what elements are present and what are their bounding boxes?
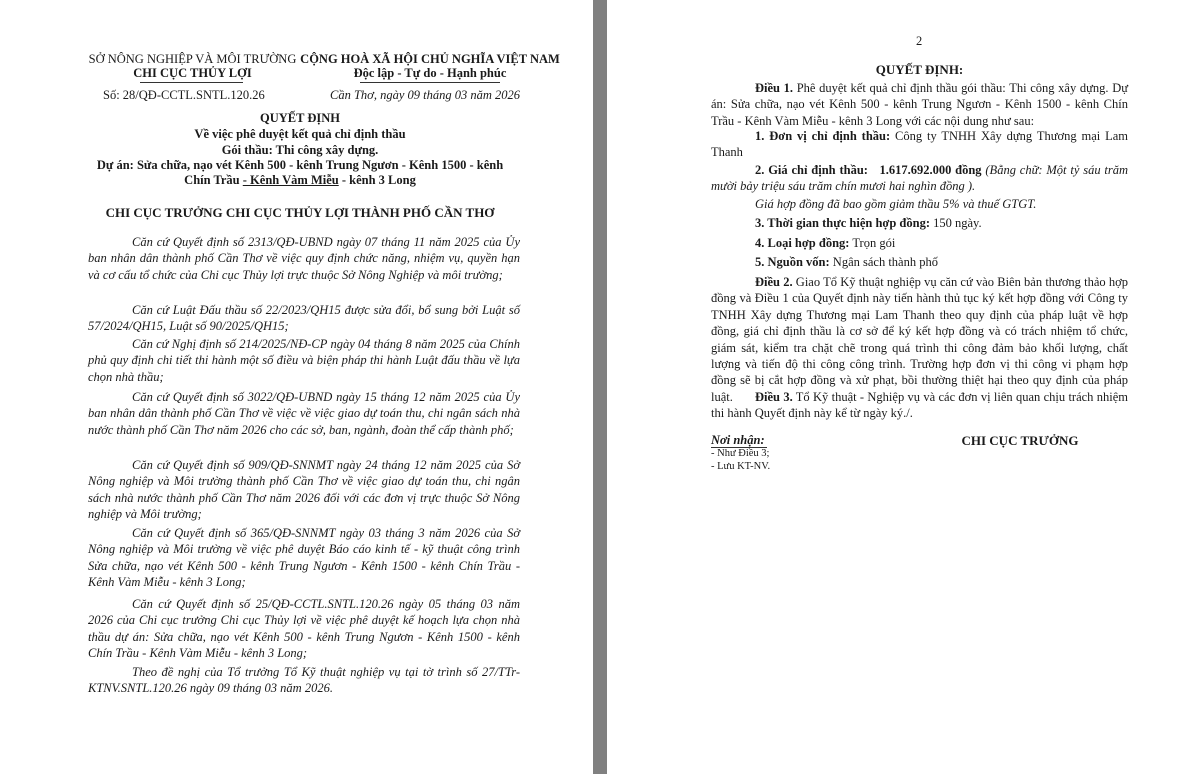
- project-name-line1: Dự án: Sửa chữa, nạo vét Kênh 500 - kênh Trung Ngươn - Kênh 1500 - kênh: [96, 158, 504, 172]
- article-2: Điều 2. Giao Tổ Kỹ thuật nghiệp vụ căn cứ vào Biên bản thương thảo hợp đồng và Điều 1 của Quyết định này tiến hành thủ tục ký kết hợp đồng với Công ty TNHH Xây dựng Thương mại Lam Thanh theo quy định của pháp luật về hợp đồng, giá chỉ định thầu là cơ sở để ký kết hợp đồng và có trách nhiệm tổ chức, giám sát, kiểm tra chặt chẽ trong quá trình thi công đảm bảo khối lượng, chất lượng và tiến độ thi công công trình. Trường hợp đơn vị thi công vi phạm hợp đồng sẽ bị cắt hợp đồng và xử phạt, bồi thường thiệt hại theo quy định của pháp luật.: [711, 275, 1128, 404]
- document-subject: Về việc phê duyệt kết quả chỉ định thầu: [194, 127, 406, 141]
- national-title: CỘNG HOÀ XÃ HỘI CHỦ NGHĨA VIỆT NAM: [300, 52, 560, 66]
- page-number: 2: [916, 34, 923, 48]
- agency-name: SỞ NÔNG NGHIỆP VÀ MÔI TRƯỜNG: [88, 52, 297, 66]
- item-contract-type: 4. Loại hợp đồng: Trọn gói: [755, 236, 896, 250]
- recipient-item: - Như Điều 3;: [711, 448, 770, 459]
- package-name: Gói thầu: Thi công xây dựng.: [221, 143, 379, 157]
- document-number: Số: 28/QĐ-CCTL.SNTL.120.26: [103, 88, 265, 102]
- legal-basis-6: Căn cứ Quyết định số 365/QĐ-SNNMT ngày 03 tháng 3 năm 2026 của Sở Nông nghiệp và Môi trường về việc phê duyệt Báo cáo kinh tế - kỹ thuật công trình Sửa chữa, nạo vét Kênh 500 - kênh Trung Ngươn - Kênh 1500 - kênh Chín Trầu - Kênh Vàm Miễu - kênh 3 Long;: [88, 526, 520, 590]
- legal-basis-4: Căn cứ Quyết định số 3022/QĐ-UBND ngày 15 tháng 12 năm 2025 của Ủy ban nhân dân thành phố Cần Thơ về việc về việc giao dự toán thu, chi ngân sách nhà nước thành phố Cần Thơ năm 2026 cho các sở, ban, ngành, đoàn thể cấp thành phố;: [88, 390, 520, 437]
- item-funding: 5. Nguồn vốn: Ngân sách thành phố: [755, 255, 938, 269]
- item-contractor: 1. Đơn vị chỉ định thầu: Công ty TNHH Xây dựng Thương mại Lam Thanh: [711, 129, 1128, 160]
- issuing-authority: CHI CỤC TRƯỞNG CHI CỤC THỦY LỢI THÀNH PHỐ CẦN THƠ: [105, 205, 495, 220]
- national-motto: Độc lập - Tự do - Hạnh phúc: [353, 66, 507, 80]
- legal-basis-5: Căn cứ Quyết định số 909/QĐ-SNNMT ngày 24 tháng 12 năm 2025 của Sở Nông nghiệp và Môi trường thành phố Cần Thơ về việc giao dự toán thu, chi ngân sách nhà nước thành phố Cần Thơ năm 2026 đối với các đơn vị trực thuộc Sở Nông nghiệp và Môi trường;: [88, 458, 520, 522]
- document-page-1: [0, 0, 593, 774]
- decision-heading: QUYẾT ĐỊNH:: [875, 62, 964, 77]
- agency-underline: [140, 82, 243, 83]
- legal-basis-2: Căn cứ Luật Đấu thầu số 22/2023/QH15 được sửa đổi, bổ sung bởi Luật số 57/2024/QH15, Luật số 90/2025/QH15;: [88, 303, 520, 334]
- recipient-item: - Lưu KT-NV.: [711, 461, 771, 472]
- legal-basis-7: Căn cứ Quyết định số 25/QĐ-CCTL.SNTL.120.26 ngày 05 tháng 03 năm 2026 của Chi cục trưởng Chi cục Thủy lợi về việc phê duyệt kế hoạch lựa chọn nhà thầu dự án: Sửa chữa, nạo vét Kênh 500 - kênh Trung Ngươn - Kênh 1500 - kênh Chín Trầu - Kênh Vàm Miễu - kênh 3 Long;: [88, 597, 520, 661]
- agency-subname: CHI CỤC THỦY LỢI: [133, 66, 252, 80]
- project-name-line2: Chín Trầu - Kênh Vàm Miễu - kênh 3 Long: [184, 173, 416, 187]
- item-duration: 3. Thời gian thực hiện hợp đồng: 150 ngày.: [755, 216, 982, 230]
- item-price: 2. Giá chỉ định thầu: 1.617.692.000 đồng (Bằng chữ: Một tỷ sáu trăm mười bảy triệu sáu trăm chín mươi hai nghìn đồng ).: [711, 163, 1129, 194]
- legal-basis-3: Căn cứ Nghị định số 214/2025/NĐ-CP ngày 04 tháng 8 năm 2025 của Chính phủ quy định chi tiết thi hành một số điều và biện pháp thi hành Luật đấu thầu về lựa chọn nhà thầu;: [88, 337, 520, 384]
- article-3: Điều 3. Tổ Kỹ thuật - Nghiệp vụ và các đơn vị liên quan chịu trách nhiệm thi hành Quyết định này kể từ ngày ký./.: [711, 390, 1128, 421]
- recipients-title: Nơi nhận:: [711, 433, 765, 447]
- signer-title: CHI CỤC TRƯỞNG: [961, 433, 1079, 448]
- legal-basis-1: Căn cứ Quyết định số 2313/QĐ-UBND ngày 07 tháng 11 năm 2025 của Ủy ban nhân dân thành phố Cần Thơ về việc quy định chức năng, nhiệm vụ, quyền hạn và cơ cấu tổ chức của Chi cục Thủy lợi trực thuộc Sở Nông Nghiệp và môi trường;: [88, 235, 520, 282]
- legal-basis-8: Theo đề nghị của Tổ trưởng Tổ Kỹ thuật nghiệp vụ tại tờ trình số 27/TTr-KTNV.SNTL.120.26 ngày 09 tháng 03 năm 2026.: [88, 665, 520, 696]
- article-1: Điều 1. Phê duyệt kết quả chỉ định thầu gói thầu: Thi công xây dựng. Dự án: Sửa chữa, nạo vét Kênh 500 - kênh Trung Ngươn - Kênh 1500 - kênh Chín Trầu - Kênh Vàm Miễu - kênh 3 Long với các nội dung như sau:: [711, 81, 1129, 128]
- document-title: QUYẾT ĐỊNH: [260, 111, 340, 125]
- motto-underline: [360, 82, 500, 83]
- item-price-note: Giá hợp đồng đã bao gồm giảm thầu 5% và thuế GTGT.: [755, 197, 1037, 211]
- place-date: Cần Thơ, ngày 09 tháng 03 năm 2026: [330, 88, 521, 102]
